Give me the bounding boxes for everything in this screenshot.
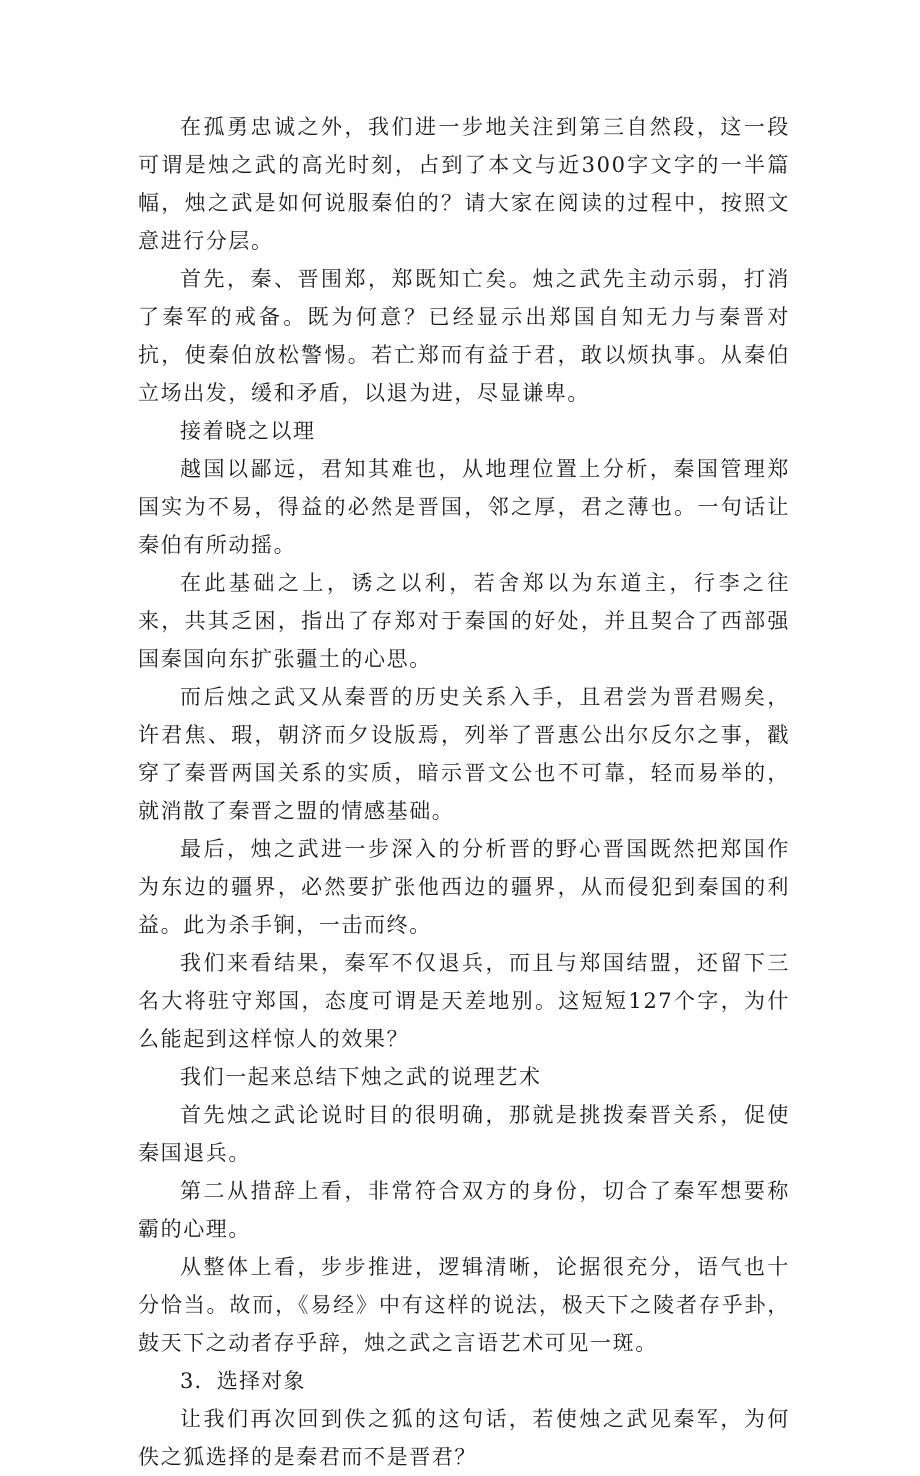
section-heading-choose-target: 3．选择对象 <box>180 1369 306 1393</box>
paragraph-summary-heading: 我们一起来总结下烛之武的说理艺术 <box>180 1065 542 1089</box>
paragraph-benefit: 在此基础之上，诱之以利，若舍郑以为东道主，行李之往来，共其乏困，指出了存郑对于秦国的好处，并且契合了西部强国秦国向东扩张疆土的心思。 <box>138 571 790 671</box>
paragraph-question: 让我们再次回到佚之狐的这句话，若使烛之武见秦军，为何佚之狐选择的是秦君而不是晋君？ <box>138 1407 790 1469</box>
paragraph-overall: 从整体上看，步步推进，逻辑清晰，论据很充分，语气也十分恰当。故而，《易经》中有这样的说法，极天下之陵者存乎卦，鼓天下之动者存乎辞，烛之武之言语艺术可见一斑。 <box>138 1255 790 1355</box>
paragraph-geography: 越国以鄙远，君知其难也，从地理位置上分析，秦国管理郑国实为不易，得益的必然是晋国，邻之厚，君之薄也。一句话让秦伯有所动摇。 <box>138 457 790 557</box>
paragraph-wording: 第二从措辞上看，非常符合双方的身份，切合了秦军想要称霸的心理。 <box>138 1179 790 1241</box>
paragraph-purpose: 首先烛之武论说时目的很明确，那就是挑拨秦晋关系，促使秦国退兵。 <box>138 1103 790 1165</box>
paragraph-show-weakness: 首先，秦、晋围郑，郑既知亡矣。烛之武先主动示弱，打消了秦军的戒备。既为何意？已经显示出郑国自知无力与秦晋对抗，使秦伯放松警惕。若亡郑而有益于君，敢以烦执事。从秦伯立场出发，缓和矛盾，以退为进，尽显谦卑。 <box>138 267 790 405</box>
paragraph-ambition: 最后，烛之武进一步深入的分析晋的野心晋国既然把郑国作为东边的疆界，必然要扩张他西边的疆界，从而侵犯到秦国的利益。此为杀手锏，一击而终。 <box>138 837 790 937</box>
paragraph-reason-heading: 接着晓之以理 <box>180 419 316 443</box>
paragraph-history: 而后烛之武又从秦晋的历史关系入手，且君尝为晋君赐矣，许君焦、瑕，朝济而夕设版焉，列举了晋惠公出尔反尔之事，戳穿了秦晋两国关系的实质，暗示晋文公也不可靠，轻而易举的，就消散了秦晋之盟的情感基础。 <box>138 685 790 823</box>
paragraph-result: 我们来看结果，秦军不仅退兵，而且与郑国结盟，还留下三名大将驻守郑国，态度可谓是天差地别。这短短127个字，为什么能起到这样惊人的效果？ <box>138 951 790 1051</box>
paragraph-third-section-intro: 在孤勇忠诚之外，我们进一步地关注到第三自然段，这一段可谓是烛之武的高光时刻，占到了本文与近300字文字的一半篇幅，烛之武是如何说服秦伯的？请大家在阅读的过程中，按照文意进行分层。 <box>138 115 790 253</box>
document-body <box>138 108 790 1476</box>
